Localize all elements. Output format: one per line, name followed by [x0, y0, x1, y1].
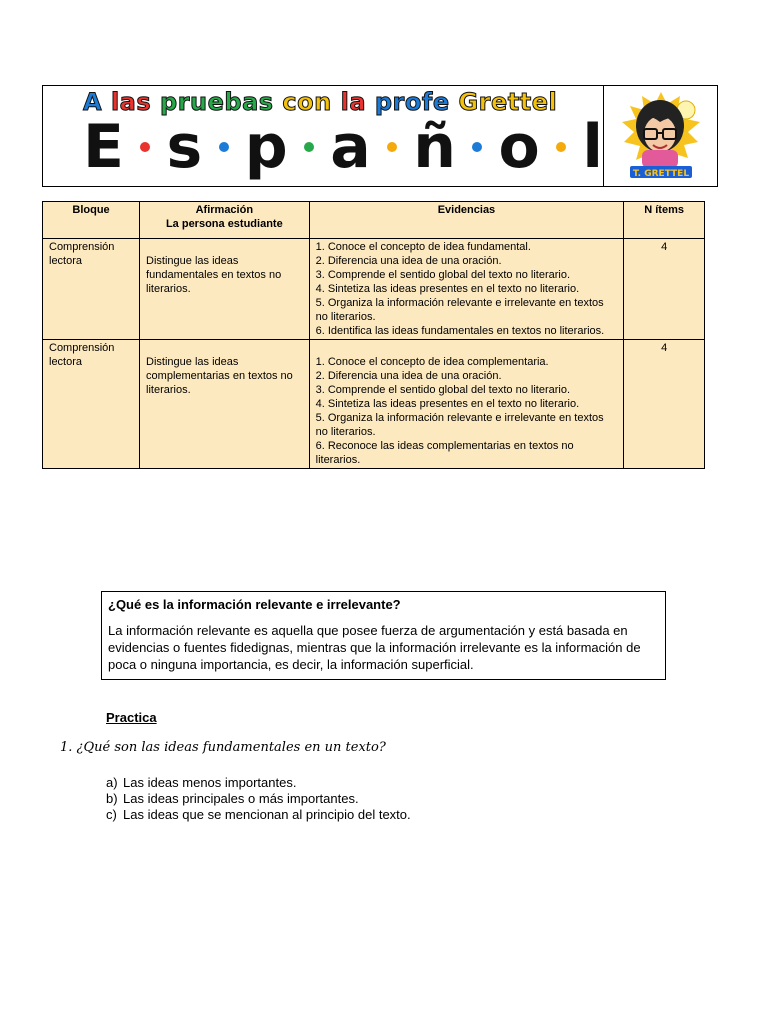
banner-title-word: las	[110, 88, 152, 116]
evidence-item: 3. Comprende el sentido global del texto no literario.	[315, 269, 570, 281]
info-title: ¿Qué es la información relevante e irrelevante?	[108, 597, 401, 612]
info-body: La información relevante es aquella que posee fuerza de argumentación y está basada en evidencias o fuentes fidedignas, mientras que la información irrelevante es la información de poca o ninguna importancia, es decir, la información superficial.	[108, 623, 641, 672]
banner-title-word: la	[340, 88, 367, 116]
banner-title-word: Grettel	[458, 88, 558, 116]
evidence-item: 4. Sintetiza las ideas presentes en el texto no literario.	[315, 398, 580, 410]
evidence-item: 4. Sintetiza las ideas presentes en el texto no literario.	[315, 283, 580, 295]
subject-letter: o	[498, 112, 540, 182]
colored-dot	[387, 142, 397, 152]
table-row	[43, 239, 705, 340]
colored-dot	[140, 142, 150, 152]
banner-title-word: A	[83, 88, 103, 116]
option-letter: a)	[106, 775, 118, 790]
banner-title-word: pruebas	[160, 88, 274, 116]
evidence-item: 2. Diferencia una idea de una oración.	[315, 255, 502, 267]
evidence-item: 1. Conoce el concepto de idea complementaria.	[315, 356, 549, 368]
option-text: Las ideas que se mencionan al principio del texto.	[123, 807, 411, 822]
info-box	[101, 591, 666, 680]
colored-dot	[304, 142, 314, 152]
practice-heading: Practica	[106, 710, 157, 725]
evaluation-table	[42, 201, 705, 469]
subject-title	[83, 114, 603, 180]
cell-bloque: Comprensión lectora	[43, 340, 140, 469]
answer-options	[106, 775, 411, 823]
option-letter: b)	[106, 791, 118, 806]
evidence-item: 6. Identifica las ideas fundamentales en textos no literarios.	[315, 325, 605, 337]
colored-dot	[219, 142, 229, 152]
subject-letter: E	[83, 112, 124, 182]
colored-dot	[472, 142, 482, 152]
banner-title-word: con	[282, 88, 332, 116]
svg-text:T. GRETTEL: T. GRETTEL	[632, 169, 689, 179]
afirmacion-text: Distingue las ideas complementarias en textos no literarios.	[146, 356, 293, 396]
table-row	[43, 340, 705, 469]
option-text: Las ideas principales o más importantes.	[123, 791, 359, 806]
answer-option[interactable]	[106, 807, 411, 823]
cell-items: 4	[624, 239, 705, 340]
subject-letter: l	[582, 112, 603, 182]
subject-letter: p	[244, 112, 288, 182]
subject-letter: ñ	[413, 112, 457, 182]
header-afirmacion	[140, 202, 310, 239]
header-afirmacion-sub: La persona estudiante	[165, 218, 283, 230]
evidence-item: 2. Diferencia una idea de una oración.	[315, 370, 502, 382]
banner-title-word: profe	[374, 88, 450, 116]
option-text: Las ideas menos importantes.	[123, 775, 297, 790]
cell-evidencias	[309, 340, 624, 469]
subject-letter: a	[330, 112, 371, 182]
evidence-item: 5. Organiza la información relevante e irrelevante en textos no literarios.	[315, 297, 604, 323]
colored-dot	[556, 142, 566, 152]
header-evidencias: Evidencias	[309, 202, 624, 239]
cell-bloque: Comprensión lectora	[43, 239, 140, 340]
header-items: N ítems	[624, 202, 705, 239]
option-letter: c)	[106, 807, 117, 822]
cell-evidencias	[309, 239, 624, 340]
cell-items: 4	[624, 340, 705, 469]
evidence-item: 5. Organiza la información relevante e irrelevante en textos no literarios.	[315, 412, 604, 438]
header-bloque: Bloque	[43, 202, 140, 239]
evidence-item: 1. Conoce el concepto de idea fundamental.	[315, 241, 531, 253]
cell-afirmacion	[140, 340, 310, 469]
banner-avatar-area	[604, 86, 717, 186]
afirmacion-text: Distingue las ideas fundamentales en textos no literarios.	[146, 255, 282, 295]
evidence-item: 6. Reconoce las ideas complementarias en textos no literarios.	[315, 440, 574, 466]
answer-option[interactable]	[106, 791, 411, 807]
answer-option[interactable]	[106, 775, 411, 791]
teacher-avatar-icon	[620, 92, 702, 180]
practice-question: 1. ¿Qué son las ideas fundamentales en un texto?	[60, 740, 386, 755]
header-banner	[42, 85, 718, 187]
cell-afirmacion	[140, 239, 310, 340]
header-afirmacion-label: Afirmación	[195, 204, 254, 216]
banner-title-area	[43, 86, 604, 186]
subject-letter: s	[166, 112, 203, 182]
evidence-item: 3. Comprende el sentido global del texto no literario.	[315, 384, 570, 396]
teacher-avatar	[620, 92, 702, 180]
